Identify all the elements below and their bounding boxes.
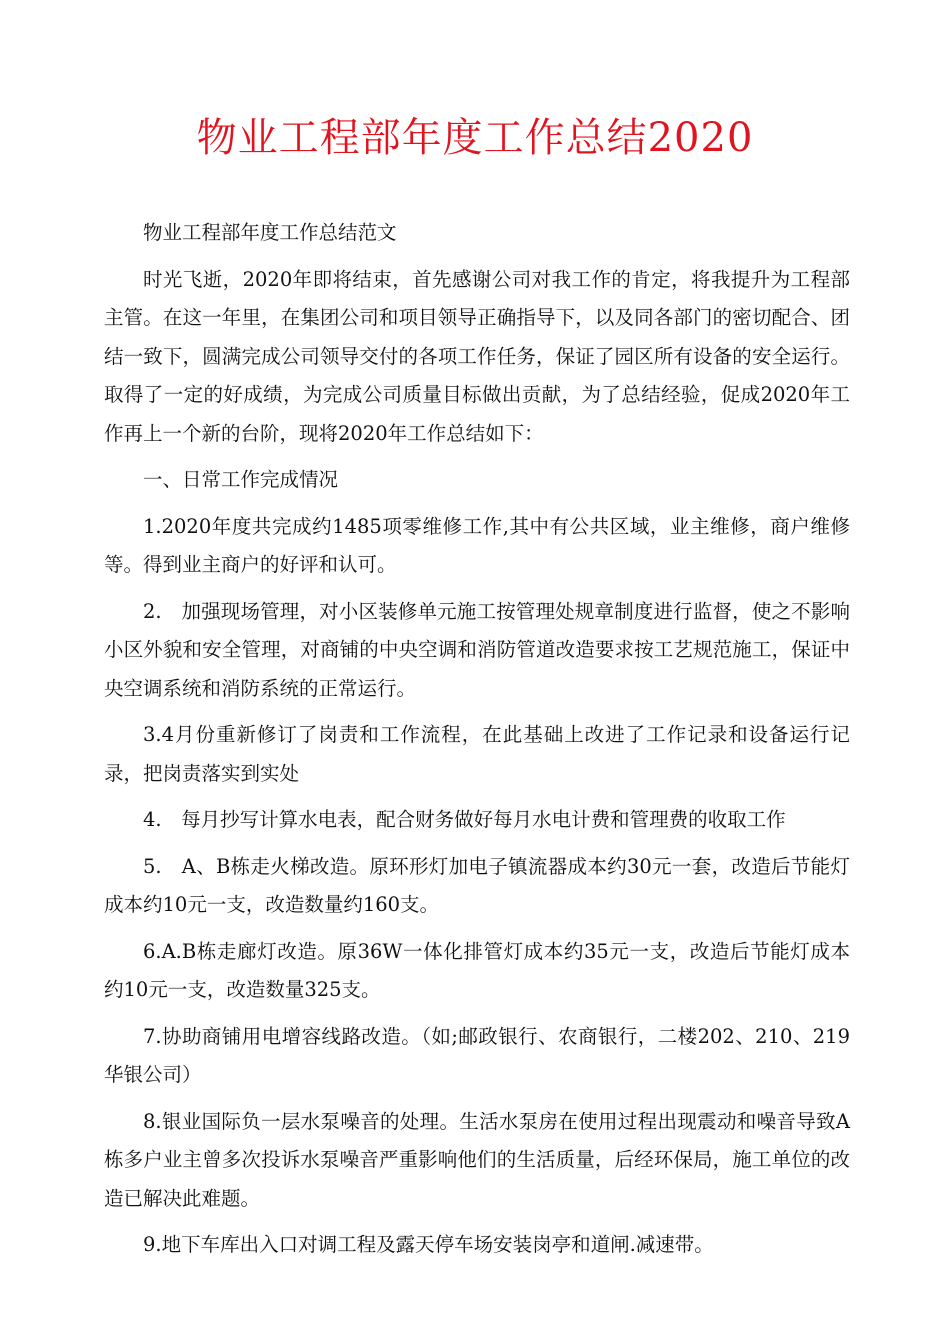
document-body: [104, 214, 850, 1273]
list-item-6: 6.A.B栋走廊灯改造。原36W一体化排管灯成本约35元一支，改造后节能灯成本约10元一支，改造数量325支。: [104, 939, 850, 1001]
paragraph-subtitle: 物业工程部年度工作总结范文: [143, 221, 397, 244]
list-item-5: 5. A、B栋走火梯改造。原环形灯加电子镇流器成本约30元一套，改造后节能灯成本约10元一支，改造数量约160支。: [104, 854, 850, 916]
section-heading: 一、日常工作完成情况: [143, 468, 339, 491]
list-item-4: 4. 每月抄写计算水电表，配合财务做好每月水电计费和管理费的收取工作: [143, 808, 786, 831]
list-item-7: 7.协助商铺用电增容线路改造。（如;邮政银行、农商银行，二楼202、210、219华银公司）: [104, 1024, 850, 1086]
list-item-3: 3.4月份重新修订了岗责和工作流程，在此基础上改进了工作记录和设备运行记录，把岗责落实到实处: [104, 723, 850, 785]
document-title: 物业工程部年度工作总结2020: [196, 115, 754, 161]
list-item-1: 1.2020年度共完成约1485项零维修工作,其中有公共区域，业主维修，商户维修等。得到业主商户的好评和认可。: [104, 514, 850, 576]
list-item-9: 9.地下车库出入口对调工程及露天停车场安装岗亭和道闸.减速带。: [143, 1233, 714, 1256]
list-item-2: 2. 加强现场管理，对小区装修单元施工按管理处规章制度进行监督，使之不影响小区外貌和安全管理，对商铺的中央空调和消防管道改造要求按工艺规范施工，保证中央空调系统和消防系统的正常运行。: [104, 599, 850, 700]
list-item-8: 8.银业国际负一层水泵噪音的处理。生活水泵房在使用过程出现震动和噪音导致A栋多户业主曾多次投诉水泵噪音严重影响他们的生活质量，后经环保局，施工单位的改造已解决此难题。: [104, 1109, 850, 1210]
paragraph-intro: 时光飞逝，2020年即将结束，首先感谢公司对我工作的肯定，将我提升为工程部主管。在这一年里，在集团公司和项目领导正确指导下，以及同各部门的密切配合、团结一致下，圆满完成公司领导交付的各项工作任务，保证了园区所有设备的安全运行。取得了一定的好成绩，为完成公司质量目标做出贡献，为了总结经验，促成2020年工作再上一个新的台阶，现将2020年工作总结如下：: [104, 267, 850, 445]
